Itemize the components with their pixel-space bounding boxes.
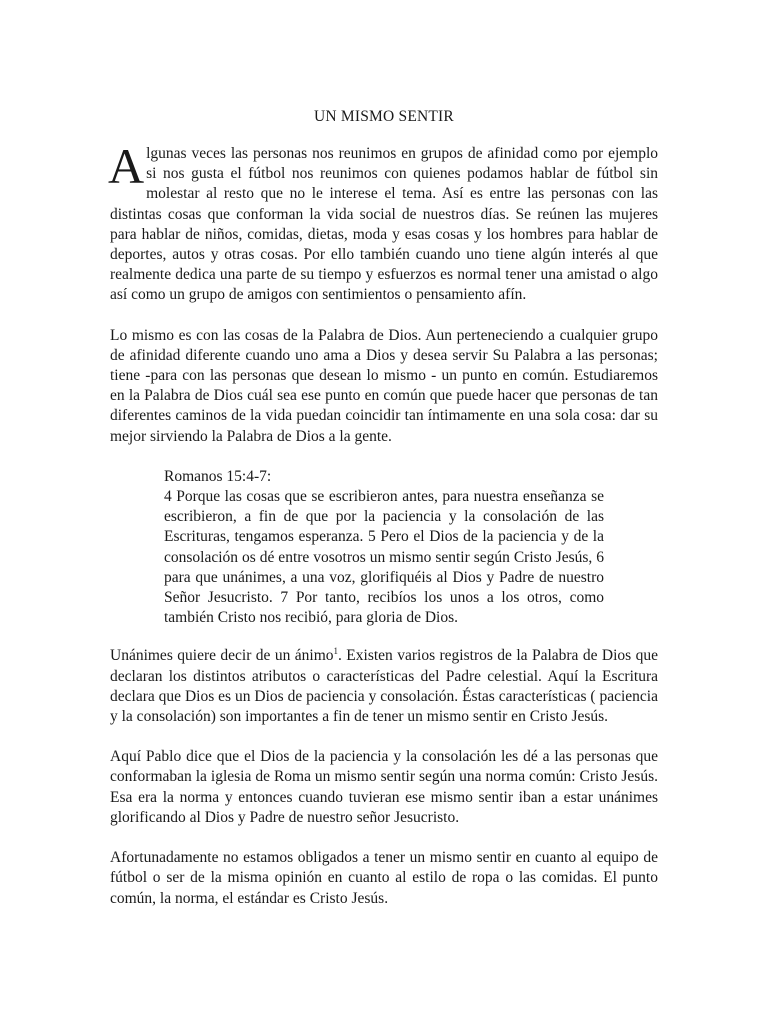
document-title: UN MISMO SENTIR: [314, 108, 454, 125]
paragraph-afortunadamente: Afortunadamente no estamos obligados a tener un mismo sentir en cuanto al equipo de fútbol o ser de la misma opinión en cuanto al estilo de ropa o las comidas. El punto común, la norma, el estándar es Cristo Jesús.: [110, 849, 658, 907]
scripture-quote: [164, 467, 604, 629]
paragraph-intro: [108, 138, 658, 306]
paragraph-palabra: Lo mismo es con las cosas de la Palabra de Dios. Aun perteneciendo a cualquier grupo de afinidad diferente cuando uno ama a Dios y desea servir Su Palabra a las personas; tiene -para con las personas que desean lo mismo - un punto en común. Estudiaremos en la Palabra de Dios cuál sea ese punto en común que puede hacer que personas de tan diferentes caminos de la vida puedan coincidir tan íntimamente en una sola cosa: dar su mejor sirviendo la Palabra de Dios a la gente.: [110, 326, 658, 445]
paragraph-intro-text: lgunas veces las personas nos reunimos en grupos de afinidad como por ejemplo si nos gusta el fútbol nos reunimos con quienes podamos hablar de fútbol sin molestar al resto que no le interese el tema. Así es entre las personas con las distintas cosas que conforman la vida social de nuestros días. Se reúnen las mujeres para hablar de niños, comidas, dietas, moda y esas cosas y los hombres para hablar de deportes, autos y otras cosas. Por ello también cuando uno tiene algún interés al que realmente dedica una parte de su tiempo y esfuerzos es normal tener una amistad o algo así como un grupo de amigos con sentimientos o pensamiento afín.: [110, 145, 658, 304]
footnote-marker[interactable]: 1: [333, 646, 339, 657]
paragraph-unanimes: [110, 646, 658, 727]
paragraph-pablo: Aquí Pablo dice que el Dios de la paciencia y la consolación les dé a las personas que conformaban la iglesia de Roma un mismo sentir según una norma común: Cristo Jesús. Esa era la norma y entonces cuando tuvieran ese mismo sentir iban a estar unánimes glorificando al Dios y Padre de nuestro señor Jesucristo.: [110, 748, 658, 826]
drop-cap: A: [108, 138, 145, 194]
paragraph-unanimes-start: Unánimes quiere decir de un ánimo: [110, 647, 334, 665]
paragraph-unanimes-rest: . Existen varios registros de la Palabra de Dios que declaran los distintos atributos o características del Padre celestial. Aquí la Escritura declara que Dios es un Dios de paciencia y consolación. Éstas características ( paciencia y la consolación) son importantes a fin de tener un mismo sentir en Cristo Jesús.: [110, 647, 658, 726]
scripture-reference: Romanos 15:4-7:: [164, 467, 272, 485]
scripture-text: 4 Porque las cosas que se escribieron antes, para nuestra enseñanza se escribieron, a fin de que por la paciencia y la consolación de las Escrituras, tengamos esperanza. 5 Pero el Dios de la paciencia y de la consolación os dé entre vosotros un mismo sentir según Cristo Jesús, 6 para que unánimes, a una voz, glorifiquéis al Dios y Padre de nuestro Señor Jesucristo. 7 Por tanto, recibíos los unos a los otros, como también Cristo nos recibió, para gloria de Dios.: [164, 488, 604, 627]
document-page: [110, 108, 658, 929]
